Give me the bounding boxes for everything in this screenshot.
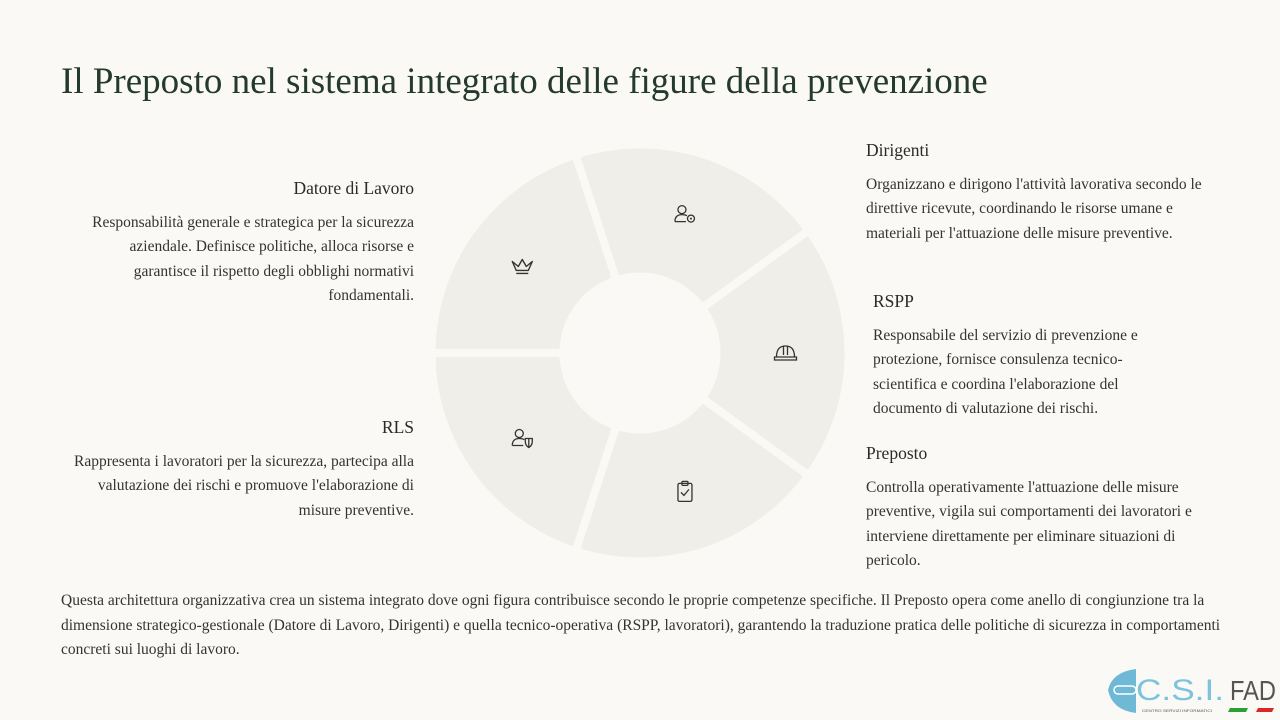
role-datore — [80, 176, 414, 309]
csi-fad-logo — [1106, 666, 1278, 716]
svg-text:FAD: FAD — [1230, 675, 1276, 706]
donut-segment-rls — [437, 358, 609, 544]
role-description: Responsabile del servizio di prevenzione e protezione, fornisce consulenza tecnico-scientifica e coordina l'elaborazione del documento di valutazione dei rischi. — [873, 326, 1138, 418]
role-rls — [56, 415, 414, 523]
page-title: Il Preposto nel sistema integrato delle figure della prevenzione — [61, 61, 988, 102]
role-preposto — [866, 441, 1228, 574]
role-description: Organizzano e dirigono l'attività lavorativa secondo le direttive ricevute, coordinando le risorse umane e materiali per l'attuazione delle misure preventive. — [866, 175, 1202, 242]
role-description: Controlla operativamente l'attuazione delle misure preventive, vigila sui comportamenti dei lavoratori e interviene direttamente per eliminare situazioni di pericolo. — [866, 478, 1192, 570]
role-title: Preposto — [866, 443, 928, 463]
svg-text:C.S.I.: C.S.I. — [1136, 674, 1224, 707]
role-title: RLS — [381, 417, 414, 437]
logo-subtitle: CENTRO SERVIZI INFORMATICI — [1142, 708, 1212, 713]
role-dirigenti — [866, 138, 1211, 246]
role-title: Datore di Lavoro — [293, 178, 414, 198]
role-description: Rappresenta i lavoratori per la sicurezza, partecipa alla valutazione dei rischi e promuove l'elaborazione di misure preventive. — [74, 452, 414, 519]
summary-paragraph: Questa architettura organizzativa crea un sistema integrato dove ogni figura contribuisce secondo le proprie competenze specifiche. Il Preposto opera come anello di congiunzione tra la dimensione strategico-gestionale (Datore di Lavoro, Dirigenti) e quella tecnico-operativa (RSPP, lavoratori), garantendo la traduzione pratica delle politiche di sicurezza in comportamenti concreti sui luoghi di lavoro. — [61, 592, 1221, 659]
role-title: Dirigenti — [866, 140, 930, 160]
role-rspp — [873, 289, 1183, 422]
role-description: Responsabilità generale e strategica per la sicurezza aziendale. Definisce politiche, alloca risorse e garantisce il rispetto degli obblighi normativi fondamentali. — [92, 213, 414, 305]
donut-segment-datore-di-lavoro — [437, 162, 609, 348]
role-title: RSPP — [873, 291, 914, 311]
